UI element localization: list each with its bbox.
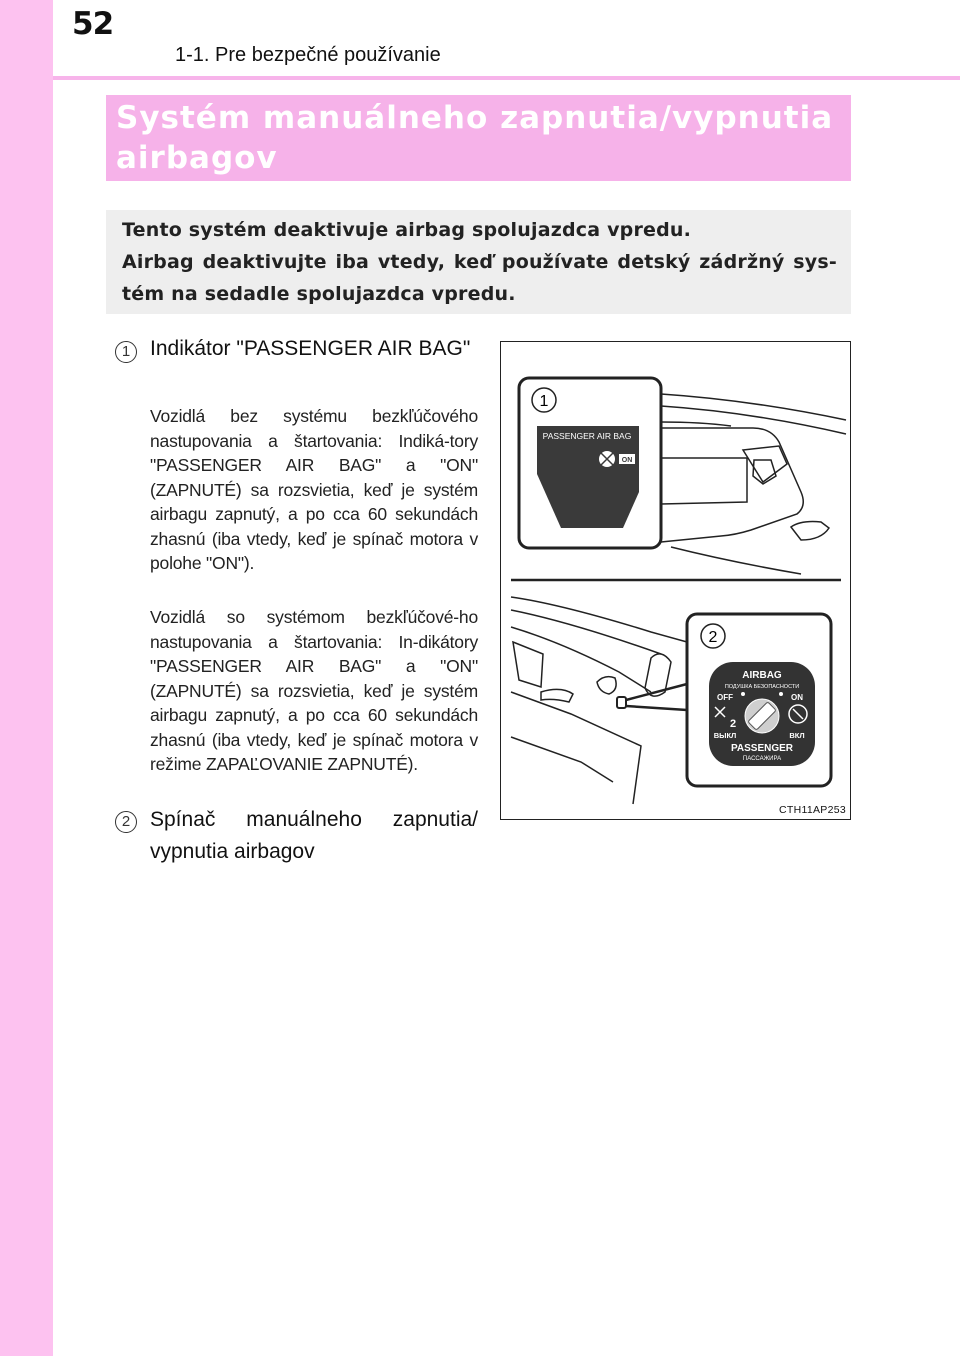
callout-2-pointer (626, 684, 687, 710)
switch-top-label-ru: ПОДУШКА БЕЗОПАСНОСТИ (724, 684, 800, 690)
page-number: 52 (72, 6, 114, 42)
illustration-drawing (501, 342, 850, 819)
switch-mark: 2 (729, 718, 737, 730)
item-1-paragraph-2: Vozidlá so systémom bezkľúčové-ho nastupovania a štartovania: In-dikátory "PASSENGER AIR BAG" a "ON" (ZAPNUTÉ) sa rozsvietia, keď je systém airbagu zapnutý, a po cca 60 sekundách zhasnú (iba vtedy, keď je spínač motora v režime ZAPAĽOVANIE ZAPNUTÉ). (150, 607, 478, 774)
intro-line-1: Tento systém deaktivuje airbag spolujazdca vpredu. (122, 219, 692, 241)
intro-box (106, 210, 851, 314)
item-2-heading: Spínač manuálneho zapnutia/ vypnutia airbagov (150, 808, 478, 863)
key-slot-icon (745, 699, 779, 733)
switch-off-label-ru: ВЫКЛ (713, 731, 737, 740)
title-box (106, 95, 851, 181)
switch-on-label: ON (791, 693, 803, 702)
page-title: Systém manuálneho zapnutia/vypnutia airbagov (116, 100, 834, 176)
side-color-strip (0, 0, 53, 1356)
indicator-label: PASSENGER AIR BAG (542, 431, 632, 441)
switch-location-marker (617, 697, 626, 708)
header-rule (53, 76, 960, 80)
dashboard-lines-top (661, 394, 846, 574)
item-2-number: 2 (115, 811, 137, 833)
glovebox-lines (511, 597, 687, 804)
callout-1-number: 1 (539, 393, 549, 410)
figure-code: CTH11AP253 (778, 804, 846, 816)
switch-top-label: AIRBAG (742, 670, 782, 681)
section-title: 1-1. Pre bezpečné používanie (175, 44, 441, 66)
switch-bottom-label-ru: ПАССАЖИРА (742, 756, 782, 762)
item-1-heading: Indikátor "PASSENGER AIR BAG" (150, 337, 471, 360)
indicator-on-text: ON (621, 457, 633, 464)
item-1-paragraph-1: Vozidlá bez systému bezkľúčového nastupovania a štartovania: Indiká-tory "PASSENGER AIR BAG" a "ON" (ZAPNUTÉ) sa rozsvietia, keď je systém airbagu zapnutý, a po cca 60 sekundách zhasnú (iba vtedy, keď je spínač motora v polohe "ON"). (150, 406, 478, 573)
airbag-off-icon (599, 451, 615, 467)
on-position-dot (779, 692, 783, 696)
item-1-number: 1 (115, 341, 137, 363)
intro-line-2: Airbag deaktivujte iba vtedy, keď používate detský zádržný sys-tém na sedadle spolujazdca vpredu. (122, 251, 837, 305)
callout-2-number: 2 (708, 629, 718, 646)
switch-on-label-ru: ВКЛ (789, 731, 805, 740)
switch-off-label: OFF (717, 693, 733, 702)
airbag-illustration (500, 341, 851, 820)
off-position-dot (741, 692, 745, 696)
switch-bottom-label: PASSENGER (730, 743, 794, 754)
